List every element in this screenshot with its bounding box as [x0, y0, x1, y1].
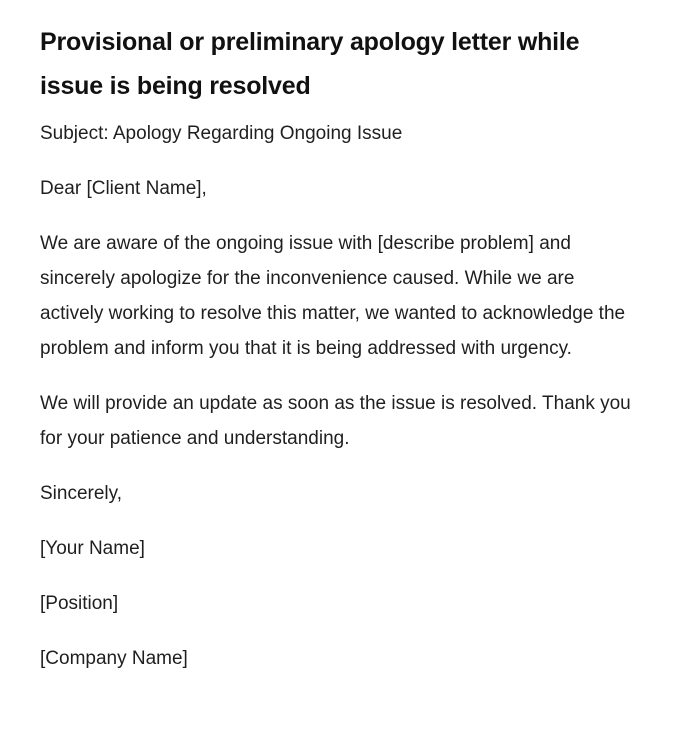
document-title: Provisional or preliminary apology letter while issue is being resolved	[40, 28, 580, 100]
letter-body-paragraph-1: We are aware of the ongoing issue with [describe problem] and sincerely apologize for the inconvenience caused. While we are actively working to resolve this matter, we wanted to acknowledge the problem and inform you that it is being addressed with urgency.	[40, 233, 626, 359]
signature-position: [Position]	[40, 593, 119, 614]
letter-closing: Sincerely,	[40, 483, 123, 504]
signature-name: [Your Name]	[40, 538, 145, 559]
letter-salutation: Dear [Client Name],	[40, 178, 207, 199]
letter-subject: Subject: Apology Regarding Ongoing Issue	[40, 123, 403, 144]
letter-body-paragraph-2: We will provide an update as soon as the issue is resolved. Thank you for your patience and understanding.	[40, 393, 631, 449]
signature-company: [Company Name]	[40, 648, 188, 669]
